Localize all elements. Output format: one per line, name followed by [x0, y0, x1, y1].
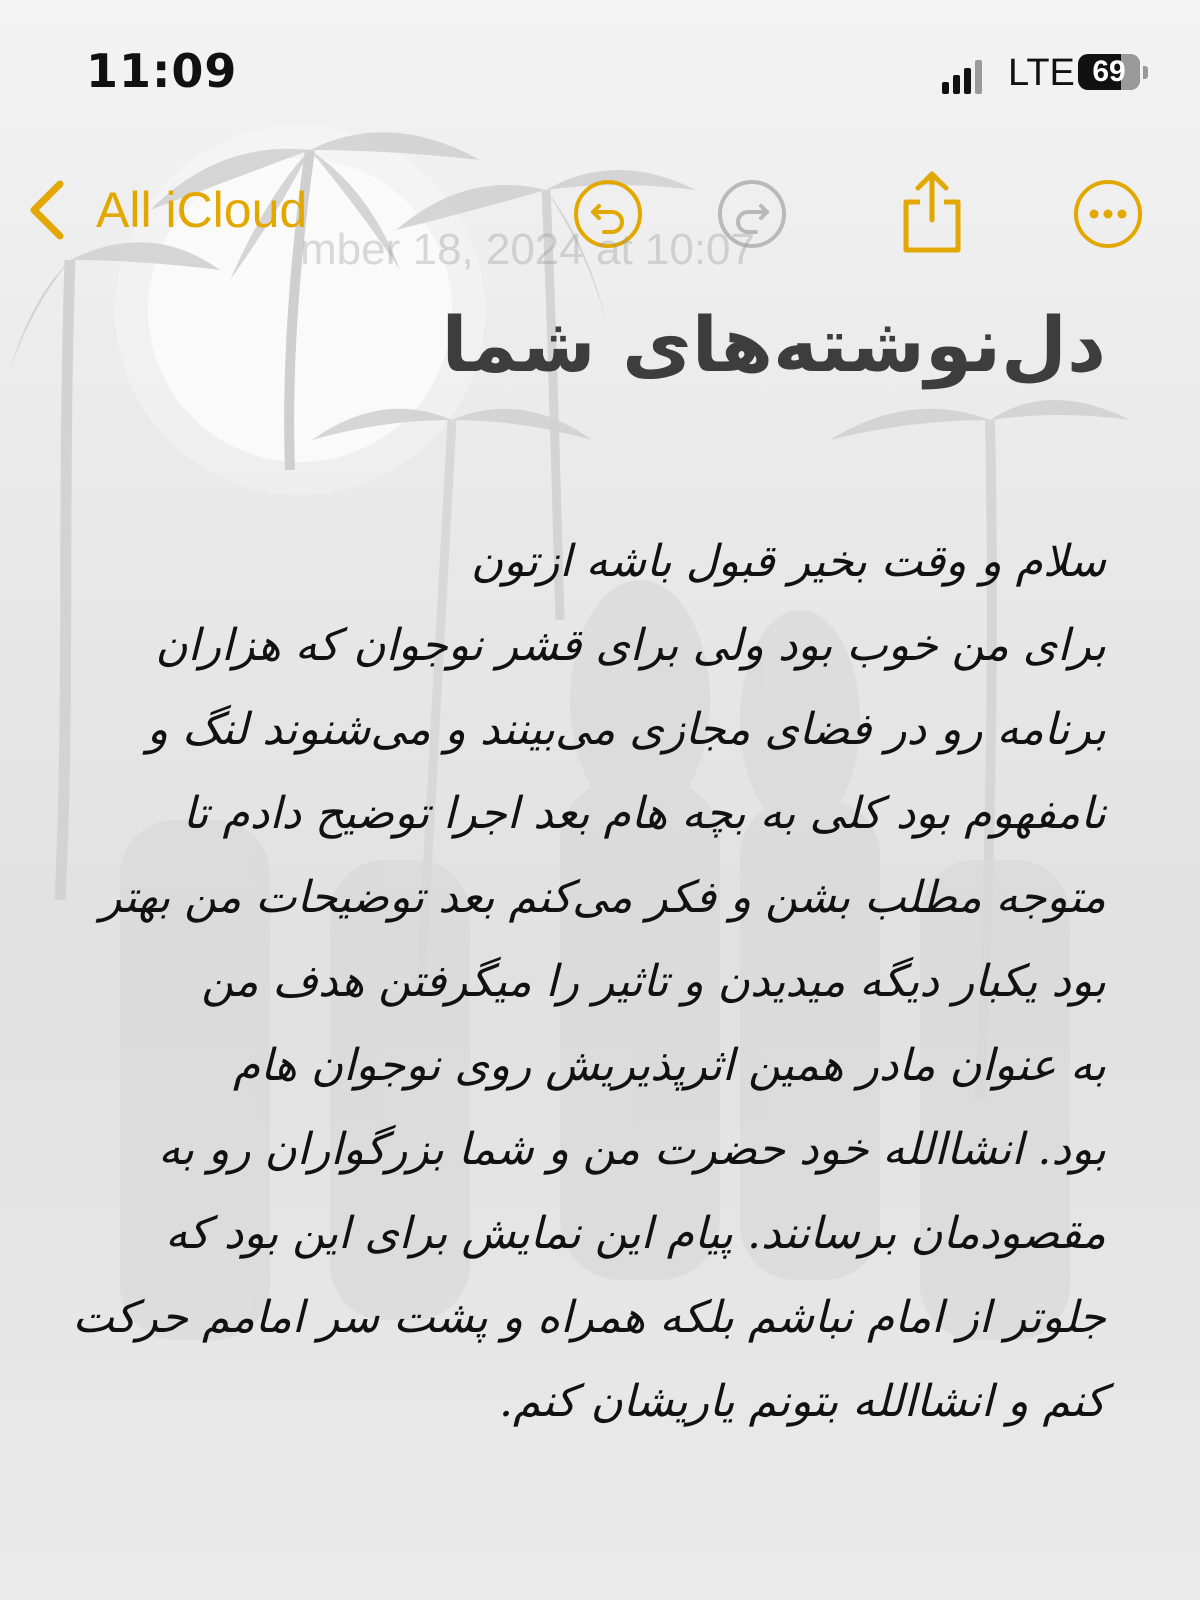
- note-line: جلوتر از امام نباشم بلکه همراه و پشت سر امامم حرکت: [72, 1292, 1106, 1343]
- note-line: بود یکبار دیگه میدیدن و تاثیر را میگرفتن هدف من: [201, 956, 1106, 1007]
- status-time: 11:09: [86, 44, 238, 98]
- note-date: mber 18, 2024 at 10:07: [300, 225, 755, 274]
- note-line: برای من خوب بود ولی برای قشر نوجوان که هزاران: [155, 620, 1106, 671]
- note-line: برنامه رو در فضای مجازی می‌بینند و می‌شنوند لنگ و: [146, 704, 1106, 755]
- battery-level: 69: [1092, 55, 1126, 88]
- status-bar: [0, 0, 1200, 150]
- note-line: مقصودمان برسانند. پیام این نمایش برای این بود که: [165, 1208, 1106, 1259]
- back-button-label: All iCloud: [96, 182, 308, 238]
- battery-icon: [1078, 54, 1140, 90]
- note-title: دل‌نوشته‌های شما: [441, 300, 1106, 389]
- more-icon[interactable]: [1072, 178, 1144, 250]
- share-icon[interactable]: [896, 168, 968, 254]
- note-line: به عنوان مادر همین اثرپذیریش روی نوجوان هام: [233, 1040, 1106, 1091]
- note-line: کنم و انشاالله بتونم یاریشان کنم.: [499, 1376, 1106, 1427]
- battery-tip: [1143, 66, 1148, 79]
- chevron-left-icon: [24, 178, 68, 242]
- network-type: LTE: [1008, 52, 1075, 94]
- note-line: سلام و وقت بخیر قبول باشه ازتون: [470, 536, 1106, 587]
- note-line: متوجه مطلب بشن و فکر می‌کنم بعد توضیحات من بهتر: [100, 872, 1106, 923]
- note-line: نامفهوم بود کلی به بچه هام بعد اجرا توضیح دادم تا: [182, 788, 1106, 839]
- note-handwritten-body[interactable]: [72, 520, 1106, 1444]
- signal-bars-icon: [942, 60, 986, 94]
- note-line: بود. انشاالله خود حضرت من و شما بزرگواران رو به: [158, 1124, 1106, 1175]
- back-button[interactable]: [24, 178, 307, 242]
